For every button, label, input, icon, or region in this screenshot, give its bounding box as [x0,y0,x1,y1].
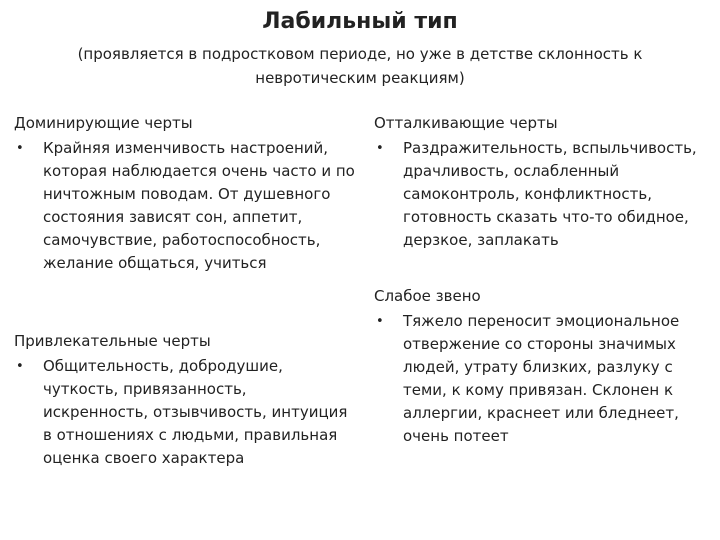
item-text-weak: Тяжело переносит эмоциональное отвержение со стороны значимых людей, утрату близких, разлуку с теми, к кому привязан. Склонен к аллергии, краснеет или бледнеет, очень потеет [403,312,680,445]
list-item [374,137,710,252]
page-title: Лабильный тип [262,9,458,34]
item-text-attractive: Общительность, добродушие, чуткость, привязанность, искренность, отзывчивость, интуиция в отношениях с людьми, правильная оценка своего характера [43,357,348,467]
bullet-icon: • [376,314,384,329]
section-heading-attractive: Привлекательные черты [14,332,211,350]
list-item [14,137,356,275]
list-item [374,310,710,448]
section-dominant-traits [14,112,356,275]
bullet-icon: • [16,359,24,374]
section-attractive-traits [14,330,356,470]
section-heading-repelling: Отталкивающие черты [374,114,558,132]
item-text-dominant: Крайняя изменчивость настроений, которая наблюдается очень часто и по ничтожным поводам. От душевного состояния зависят сон, аппетит, самочувствие, работоспособность, желание общаться, учиться [43,139,355,272]
bullet-icon: • [16,141,24,156]
section-heading-weak: Слабое звено [374,287,481,305]
page-subtitle: (проявляется в подростковом периоде, но уже в детстве склонность к невротическим реакциям) [77,45,643,87]
section-heading-dominant: Доминирующие черты [14,114,193,132]
section-weak-link [374,285,710,448]
list-item [14,355,356,470]
section-repelling-traits [374,112,710,252]
bullet-icon: • [376,141,384,156]
item-text-repelling: Раздражительность, вспыльчивость, драчливость, ослабленный самоконтроль, конфликтность, готовность сказать что-то обидное, дерзкое, заплакать [403,139,697,249]
